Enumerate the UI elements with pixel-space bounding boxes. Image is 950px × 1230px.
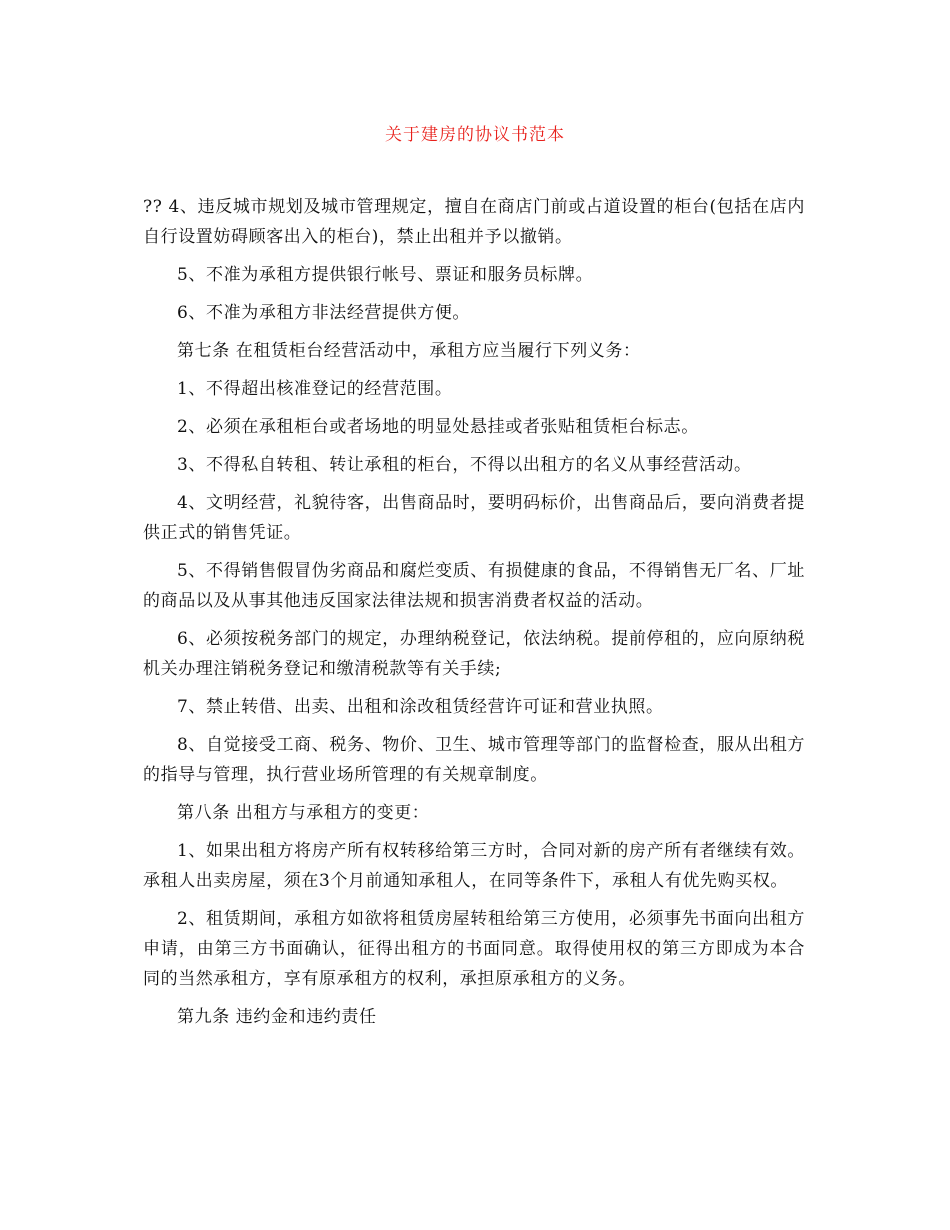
- section-heading: 第九条 违约金和违约责任: [177, 1007, 377, 1027]
- paragraph: 1、不得超出核准登记的经营范围。: [177, 379, 453, 399]
- paragraph: 5、不得销售假冒伪劣商品和腐烂变质、有损健康的食品，不得销售无厂名、厂址的商品以及从事其他违反国家法律法规和损害消费者权益的活动。: [143, 561, 805, 611]
- paragraph: 2、租赁期间，承租方如欲将租赁房屋转租给第三方使用，必须事先书面向出租方申请，由第三方书面确认，征得出租方的书面同意。取得使用权的第三方即成为本合同的当然承租方，享有原承租方的权利，承担原承租方的义务。: [143, 909, 805, 989]
- paragraph: ?? 4、违反城市规划及城市管理规定，擅自在商店门前或占道设置的柜台(包括在店内自行设置妨碍顾客出入的柜台)，禁止出租并予以撤销。: [143, 197, 805, 247]
- section-heading: 第八条 出租方与承租方的变更：: [177, 803, 430, 823]
- paragraph: 1、如果出租方将房产所有权转移给第三方时，合同对新的房产所有者继续有效。承租人出卖房屋，须在3个月前通知承租人，在同等条件下，承租人有优先购买权。: [143, 841, 805, 891]
- paragraph: 6、不准为承租方非法经营提供方便。: [177, 303, 471, 323]
- paragraph: 2、必须在承租柜台或者场地的明显处悬挂或者张贴租赁柜台标志。: [177, 417, 699, 437]
- paragraph: 5、不准为承租方提供银行帐号、票证和服务员标牌。: [177, 265, 594, 285]
- paragraph: 8、自觉接受工商、税务、物价、卫生、城市管理等部门的监督检查，服从出租方的指导与管理，执行营业场所管理的有关规章制度。: [143, 735, 805, 785]
- document-title: 关于建房的协议书范本: [385, 125, 565, 145]
- paragraph: 3、不得私自转租、转让承租的柜台，不得以出租方的名义从事经营活动。: [177, 455, 752, 475]
- paragraph: 4、文明经营，礼貌待客，出售商品时，要明码标价，出售商品后，要向消费者提供正式的销售凭证。: [143, 493, 805, 543]
- paragraph: 6、必须按税务部门的规定，办理纳税登记，依法纳税。提前停租的，应向原纳税机关办理注销税务登记和缴清税款等有关手续;: [143, 629, 805, 679]
- paragraph: 7、禁止转借、出卖、出租和涂改租赁经营许可证和营业执照。: [177, 697, 664, 717]
- section-heading: 第七条 在租赁柜台经营活动中，承租方应当履行下列义务：: [177, 341, 641, 361]
- document-body: [143, 192, 805, 1040]
